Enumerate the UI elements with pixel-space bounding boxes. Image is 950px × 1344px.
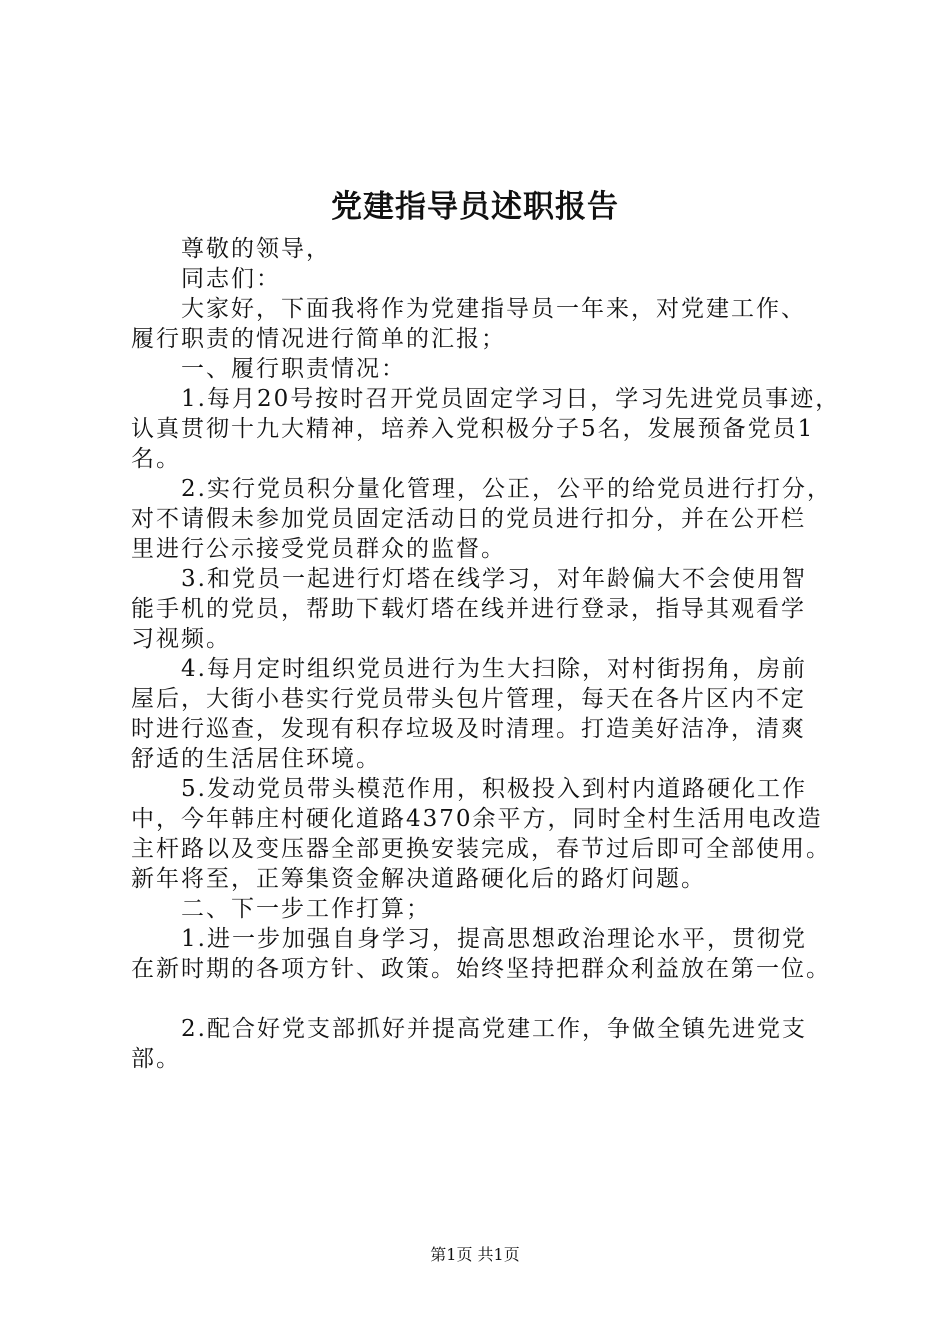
text-line: 尊敬的领导，	[131, 236, 331, 262]
text-line: 新年将至，正筹集资金解决道路硬化后的路灯问题。	[131, 866, 706, 892]
text-line: 大家好，下面我将作为党建指导员一年来，对党建工作、	[131, 296, 806, 322]
text-line: 屋后，大街小巷实行党员带头包片管理，每天在各片区内不定	[131, 686, 806, 712]
text-line: 2.实行党员积分量化管理，公正，公平的给党员进行打分，	[131, 476, 832, 502]
text-line: 5.发动党员带头模范作用，积极投入到村内道路硬化工作	[131, 776, 807, 802]
blank-line	[131, 984, 821, 1014]
text-line: 时进行巡查，发现有积存垃圾及时清理。打造美好洁净，清爽	[131, 716, 806, 742]
text-line: 一、履行职责情况：	[131, 356, 406, 382]
text-line: 2.配合好党支部抓好并提高党建工作，争做全镇先进党支	[131, 1016, 807, 1042]
text-line: 1.每月20号按时召开党员固定学习日，学习先进党员事迹，	[131, 386, 841, 412]
text-line: 同志们：	[131, 266, 281, 292]
text-line: 舒适的生活居住环境。	[131, 746, 381, 772]
text-line: 3.和党员一起进行灯塔在线学习，对年龄偏大不会使用智	[131, 566, 807, 592]
text-line: 中，今年韩庄村硬化道路4370余平方，同时全村生活用电改造	[131, 806, 823, 832]
document-body	[131, 234, 841, 1074]
text-line: 二、下一步工作打算；	[131, 896, 431, 922]
text-line: 在新时期的各项方针、政策。始终坚持把群众利益放在第一位。	[131, 956, 831, 982]
text-line: 里进行公示接受党员群众的监督。	[131, 536, 506, 562]
text-line: 习视频。	[131, 626, 231, 652]
text-line: 部。	[131, 1046, 181, 1072]
text-line: 履行职责的情况进行简单的汇报；	[131, 326, 506, 352]
text-line: 能手机的党员，帮助下载灯塔在线并进行登录，指导其观看学	[131, 596, 806, 622]
text-line: 1.进一步加强自身学习，提高思想政治理论水平，贯彻党	[131, 926, 807, 952]
text-line: 主杆路以及变压器全部更换安装完成，春节过后即可全部使用。	[131, 836, 831, 862]
text-line: 认真贯彻十九大精神，培养入党积极分子5名，发展预备党员1	[131, 416, 815, 442]
text-line: 名。	[131, 446, 181, 472]
text-line: 对不请假未参加党员固定活动日的党员进行扣分，并在公开栏	[131, 506, 806, 532]
text-line: 4.每月定时组织党员进行为生大扫除，对村街拐角，房前	[131, 656, 807, 682]
page-footer: 第1页 共1页	[430, 1245, 520, 1264]
document-title: 党建指导员述职报告	[331, 189, 619, 225]
